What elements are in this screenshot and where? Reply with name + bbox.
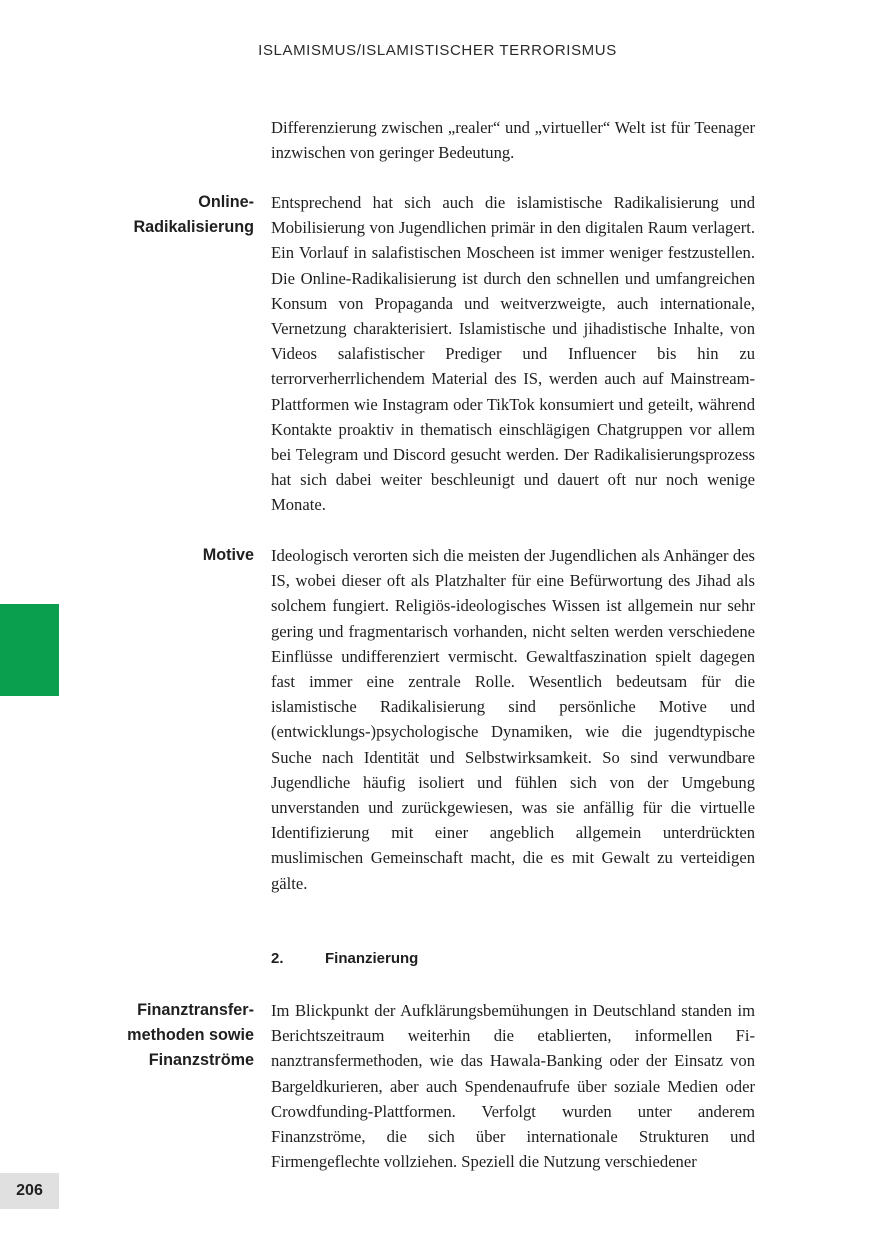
page-number: 206: [0, 1173, 59, 1209]
section-number: 2.: [271, 950, 284, 967]
paragraph-intro-continuation: Differenzierung zwischen „realer“ und „virtueller“ Welt ist für Teenager inzwischen von geringer Bedeutung.: [271, 118, 755, 163]
margin-label-line: Radikalisierung: [133, 218, 254, 237]
section-heading: [271, 950, 418, 967]
margin-label-motive: [104, 543, 254, 568]
margin-label-line: Finanztransfer-: [137, 1001, 254, 1019]
running-head: ISLAMISMUS/ISLAMISTISCHER TERRORISMUS: [258, 42, 617, 59]
paragraph-motive: Ideologisch verorten sich die meisten der Jugendlichen als Anhänger des IS, wobei dieser oft als Platzhalter für eine Befürwortung des Jihad als solchem fungiert. Religiös-ideologisches Wissen ist allgemein nur sehr gering und fragmentarisch vorhanden, nicht selten werden verschiedene Einflüsse undifferenziert vermischt. Gewaltfaszination spielt dagegen fast immer eine zentrale Rolle. Wesentlich bedeutsam für die islamistische Radikalisierung sind persönliche Motive und (entwicklungs-)psychologische Dynamiken, wie die jugendtypische Suche nach Identität und Selbstwirksamkeit. So sind verwundbare Jugendliche häufig isoliert und fühlen sich von der Umgebung unverstanden und zurückgewiesen, was sie anfällig für die virtuelle Identifizierung mit einer angeblich allgemein unterdrückten muslimischen Gemeinschaft macht, die es mit Gewalt zu verteidigen gälte.: [271, 546, 755, 893]
margin-label-line: Finanzströme: [148, 1051, 254, 1070]
margin-label-finanztransfer: [104, 998, 254, 1074]
chapter-tab-marker: [0, 604, 59, 696]
paragraph-online-radikalisierung: Entsprechend hat sich auch die islamistische Radikalisierung und Mobilisierung von Jugendlichen primär in den digitalen Raum verlagert. Ein Vorlauf in salafistischen Moscheen ist immer weniger festzustellen. Die Online-Radikalisierung ist durch den schnellen und umfangreichen Konsum von Propaganda und weitverzweigte, auch internationale, Vernetzung charakterisiert. Islamistische und jihadistische Inhalte, von Videos salafistischer Prediger und Influencer bis hin zu terrorverherrlichendem Material des IS, werden auch auf Mainstream-Plattformen wie Instagram oder TikTok konsumiert und geteilt, während Kontakte proaktiv in thematisch einschlägigen Chatgruppen vor allem bei Telegram und Discord gesucht werden. Der Radikalisierungsprozess hat sich dabei weiter beschleunigt und dauert oft nur noch wenige Monate.: [271, 193, 755, 515]
margin-label-line: Motive: [202, 546, 254, 564]
section-title: Finanzierung: [325, 950, 419, 967]
margin-label-line: Online-: [198, 193, 254, 211]
margin-label-online-radikalisierung: [104, 190, 254, 240]
paragraph-finanzierung: Im Blickpunkt der Aufklärungsbemühungen in Deutschland standen im Berichtszeitraum weiterhin die etablierten, informellen Finanztransfermethoden, wie das Hawala-Banking oder der Einsatz von Bargeldkurieren, aber auch Spendenaufrufe über soziale Medien oder Crowdfunding-Plattformen. Verfolgt wurden unter anderem Finanzströme, die sich über internationale Strukturen und Firmengeflechte vollziehen. Speziell die Nutzung verschiedener: [271, 1001, 755, 1172]
margin-label-line: methoden sowie: [127, 1026, 254, 1045]
